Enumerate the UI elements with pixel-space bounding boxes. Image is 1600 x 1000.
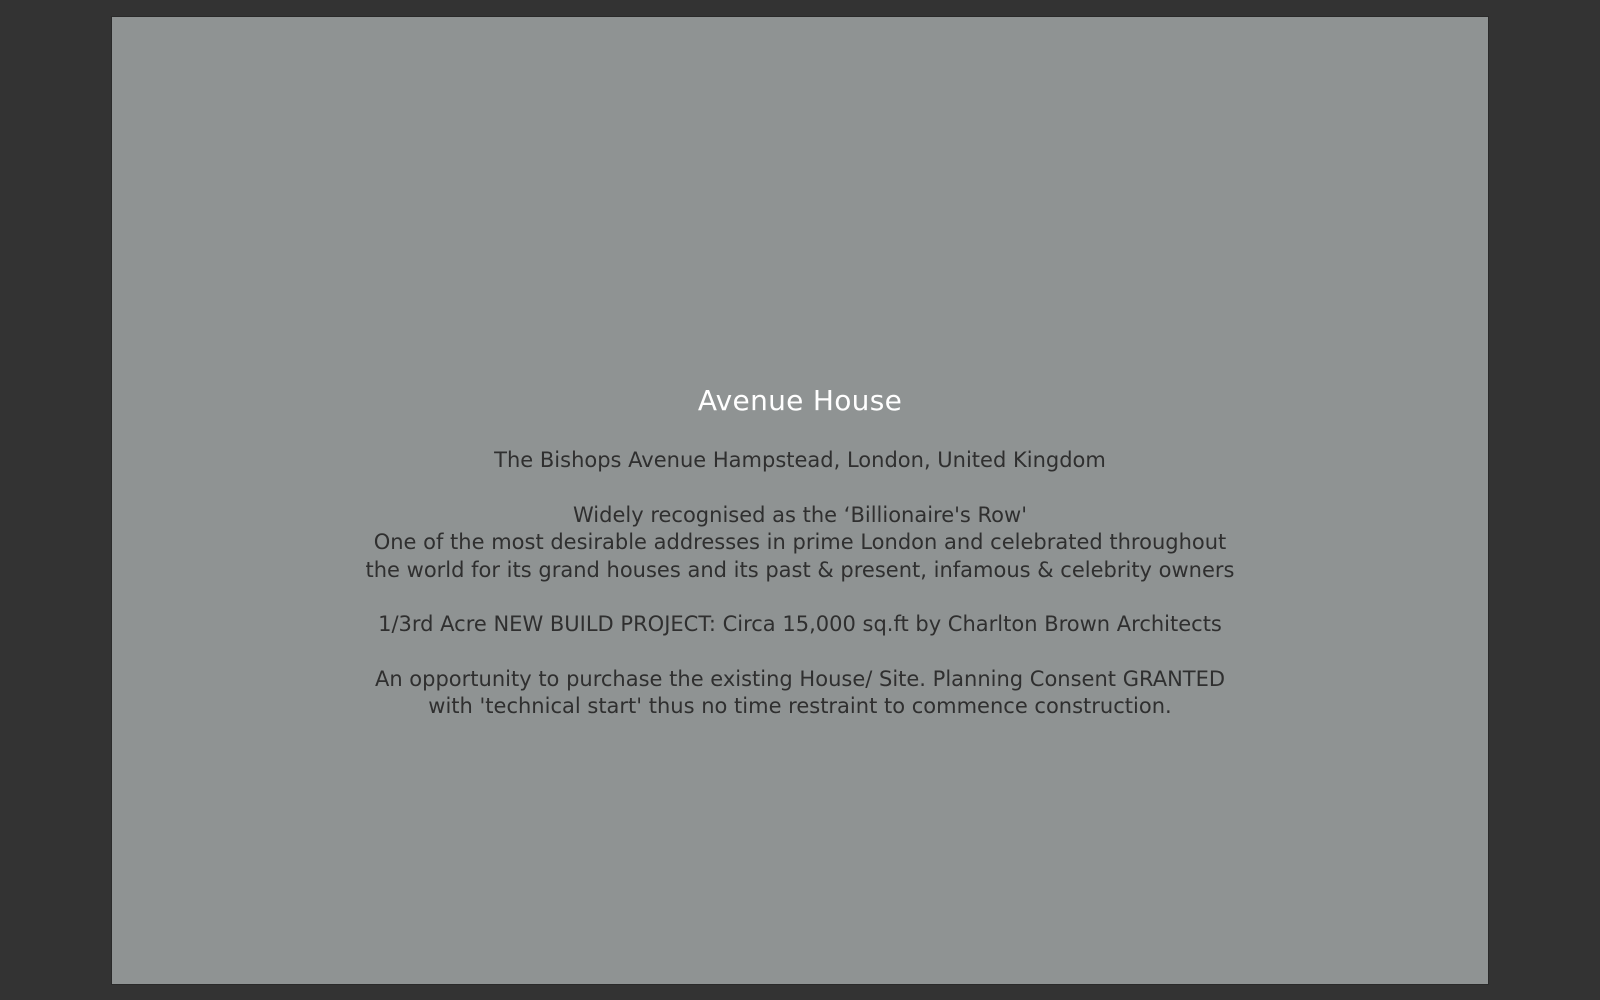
intro-line: One of the most desirable addresses in prime London and celebrated throughout <box>373 530 1227 554</box>
intro-line: Widely recognised as the ‘Billionaire's Row' <box>573 502 1027 527</box>
address-text: The Bishops Avenue Hampstead, London, United Kingdom <box>494 448 1106 472</box>
intro-paragraph <box>112 502 1488 585</box>
page-title: Avenue House <box>697 384 903 417</box>
project-paragraph <box>112 611 1488 639</box>
opportunity-line: with 'technical start' thus no time restraint to commence construction. <box>428 694 1172 718</box>
opportunity-line: An opportunity to purchase the existing House/ Site. Planning Consent GRANTED <box>374 666 1226 691</box>
project-line: 1/3rd Acre NEW BUILD PROJECT: Circa 15,000 sq.ft by Charlton Brown Architects <box>378 612 1222 636</box>
address-line <box>112 447 1488 475</box>
opportunity-paragraph <box>112 666 1488 721</box>
intro-line: the world for its grand houses and its past & present, infamous & celebrity owners <box>365 557 1235 582</box>
document-page <box>112 17 1488 984</box>
page-content <box>112 383 1488 748</box>
